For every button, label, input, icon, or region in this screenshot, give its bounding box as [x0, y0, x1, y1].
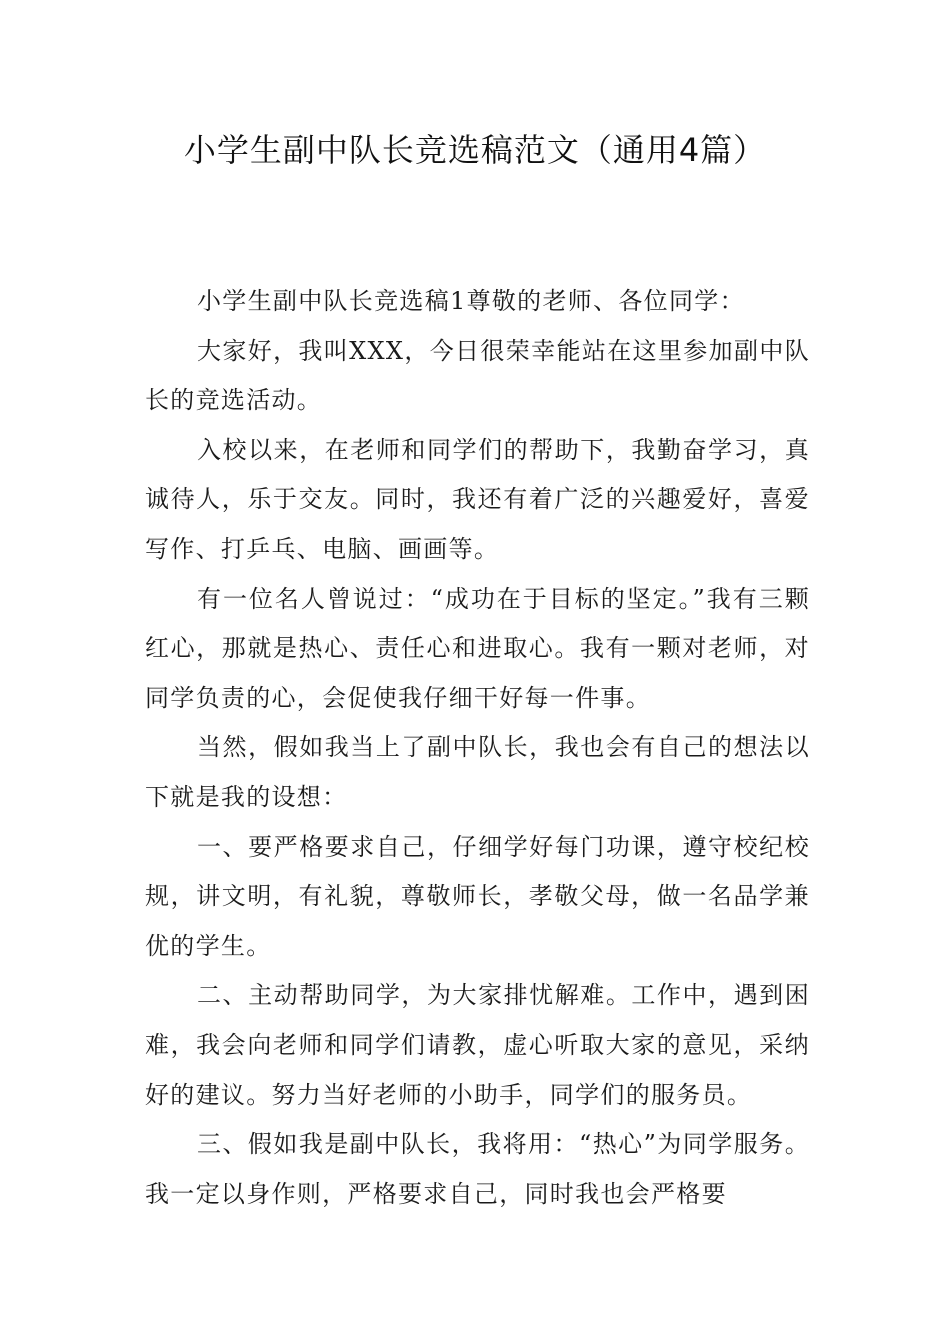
- document-title: 小学生副中队长竞选稿范文（通用4篇）: [183, 131, 767, 169]
- paragraph-8: 三、假如我是副中队长，我将用：“热心”为同学服务。我一定以身作则，严格要求自己，同时我也会严格要: [145, 1130, 810, 1208]
- paragraph-1: 小学生副中队长竞选稿1尊敬的老师、各位同学：: [197, 287, 745, 315]
- paragraph-4: 有一位名人曾说过：“成功在于目标的坚定。”我有三颗红心，那就是热心、责任心和进取心。我有一颗对老师，对同学负责的心，会促使我仔细干好每一件事。: [145, 584, 810, 712]
- paragraph-6: 一、要严格要求自己，仔细学好每门功课，遵守校纪校规，讲文明，有礼貌，尊敬师长，孝敬父母，做一名品学兼优的学生。: [145, 832, 810, 960]
- paragraph-3: 入校以来，在老师和同学们的帮助下，我勤奋学习，真诚待人，乐于交友。同时，我还有着广泛的兴趣爱好，喜爱写作、打乒乓、电脑、画画等。: [145, 435, 810, 563]
- document-body: [145, 277, 810, 1219]
- paragraph-5: 当然，假如我当上了副中队长，我也会有自己的想法以下就是我的设想：: [145, 733, 810, 811]
- paragraph-2: 大家好，我叫XXX，今日很荣幸能站在这里参加副中队长的竞选活动。: [145, 336, 810, 415]
- paragraph-7: 二、主动帮助同学，为大家排忧解难。工作中，遇到困难，我会向老师和同学们请教，虚心听取大家的意见，采纳好的建议。努力当好老师的小助手，同学们的服务员。: [145, 981, 810, 1109]
